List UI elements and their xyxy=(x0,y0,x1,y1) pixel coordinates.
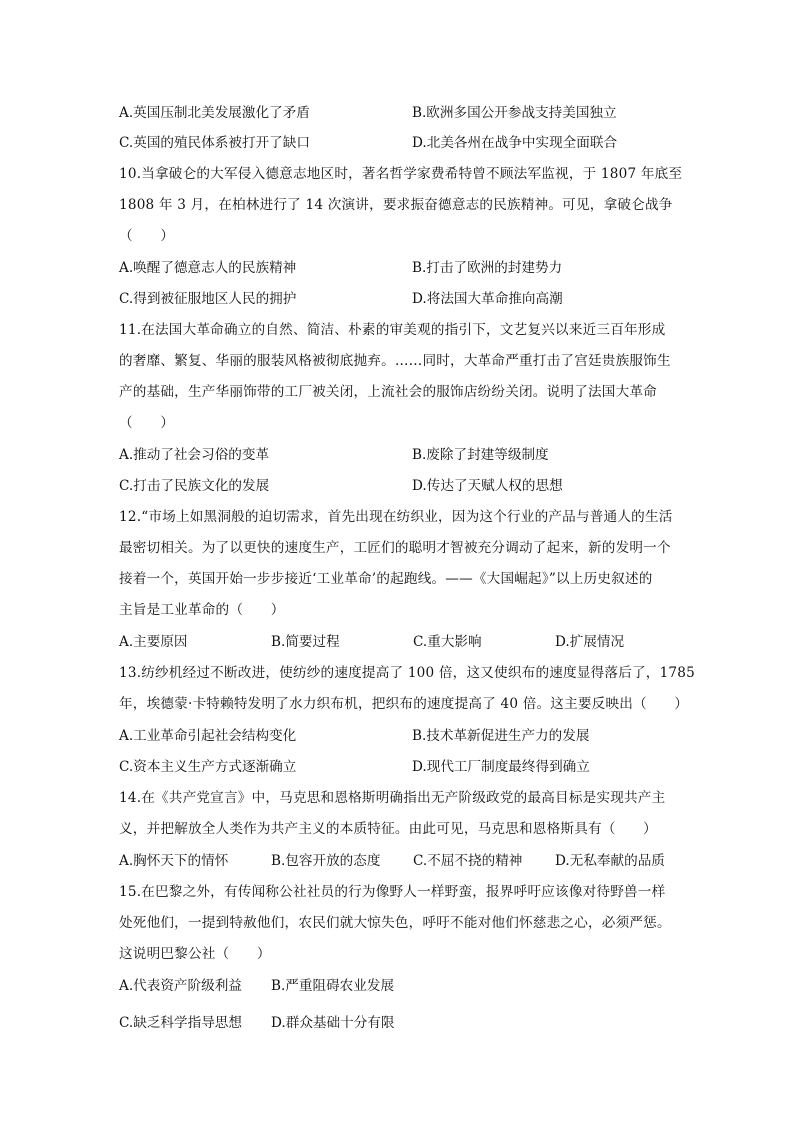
q13-option-b[interactable]: B.技术革新促进生产力的发展 xyxy=(412,728,590,744)
q12-stem-line: 主旨是工业革命的（ ） xyxy=(119,602,285,618)
q13-option-a[interactable]: A.工业革命引起社会结构变化 xyxy=(119,728,297,744)
q9-option-a[interactable]: A.英国压制北美发展激化了矛盾 xyxy=(119,105,310,121)
q15-option-d[interactable]: D.群众基础十分有限 xyxy=(271,1015,395,1031)
q13-stem-line: 13.纺纱机经过不断改进，使纺纱的速度提高了 100 倍，这又使织布的速度显得落后了，1785 xyxy=(119,665,695,681)
q14-option-c[interactable]: C.不屈不挠的精神 xyxy=(413,853,523,869)
q9-option-b[interactable]: B.欧洲多国公开参战支持美国独立 xyxy=(412,105,617,121)
q14-option-b[interactable]: B.包容开放的态度 xyxy=(271,853,381,869)
q10-stem-line: 10.当拿破仑的大军侵入德意志地区时，著名哲学家费希特曾不顾法军监视，于 1807 年底至 xyxy=(119,166,683,182)
q10-stem-line: 1808 年 3 月，在柏林进行了 14 次演讲，要求振奋德意志的民族精神。可见，拿破仑战争 xyxy=(119,197,673,213)
q14-option-d[interactable]: D.无私奉献的品质 xyxy=(555,853,665,869)
q14-stem-line: 14.在《共产党宣言》中，马克思和恩格斯明确指出无产阶级政党的最高目标是实现共产主 xyxy=(119,790,666,806)
q14-stem-line: 义，并把解放全人类作为共产主义的本质特征。由此可见，马克思和恩格斯具有（ ） xyxy=(119,821,657,837)
q10-option-b[interactable]: B.打击了欧洲的封建势力 xyxy=(412,260,563,276)
q15-stem-line: 15.在巴黎之外，有传闻称公社社员的行为像野人一样野蛮，报界呼吁应该像对待野兽一样 xyxy=(119,884,666,900)
q10-option-d[interactable]: D.将法国大革命推向高潮 xyxy=(412,291,563,307)
q15-stem-line: 这说明巴黎公社（ ） xyxy=(119,946,271,962)
q13-stem-line: 年，埃德蒙·卡特赖特发明了水力织布机，把织布的速度提高了 40 倍。这主要反映出（ ） xyxy=(119,696,689,712)
q15-stem-line: 处死他们，一提到特赦他们，农民们就大惊失色，呼吁不能对他们怀慈悲之心，必须严惩。 xyxy=(119,915,671,931)
q15-option-b[interactable]: B.严重阻碍农业发展 xyxy=(271,978,395,994)
q12-option-c[interactable]: C.重大影响 xyxy=(413,634,482,650)
q15-option-a[interactable]: A.代表资产阶级利益 xyxy=(119,978,242,994)
q12-option-b[interactable]: B.简要过程 xyxy=(271,634,340,650)
q11-option-c[interactable]: C.打击了民族文化的发展 xyxy=(119,478,270,494)
q12-stem-line: 最密切相关。为了以更快的速度生产，工匠们的聪明才智被充分调动了起来，新的发明一个 xyxy=(119,540,671,556)
q15-option-c[interactable]: C.缺乏科学指导思想 xyxy=(119,1015,242,1031)
q11-stem-line: 产的基础，生产华丽饰带的工厂被关闭，上流社会的服饰店纷纷关闭。说明了法国大革命 xyxy=(119,384,657,400)
q11-answer-blank: （ ） xyxy=(119,415,175,431)
q14-option-a[interactable]: A.胸怀天下的情怀 xyxy=(119,853,229,869)
q10-answer-blank: （ ） xyxy=(119,228,175,244)
q11-option-a[interactable]: A.推动了社会习俗的变革 xyxy=(119,447,270,463)
q11-option-b[interactable]: B.废除了封建等级制度 xyxy=(412,447,549,463)
q12-stem-line: 12.“市场上如黑洞般的迫切需求，首先出现在纺织业，因为这个行业的产品与普通人的生活 xyxy=(119,509,673,525)
q10-option-c[interactable]: C.得到被征服地区人民的拥护 xyxy=(119,291,297,307)
q11-option-d[interactable]: D.传达了天赋人权的思想 xyxy=(412,478,563,494)
q13-option-c[interactable]: C.资本主义生产方式逐渐确立 xyxy=(119,759,297,775)
q10-option-a[interactable]: A.唤醒了德意志人的民族精神 xyxy=(119,260,297,276)
q12-stem-line: 接着一个，英国开始一步步接近‘工业革命’的起跑线。——《大国崛起》”以上历史叙述的 xyxy=(119,571,653,587)
q11-stem-line: 11.在法国大革命确立的自然、简洁、朴素的审美观的指引下，文艺复兴以来近三百年形成 xyxy=(119,322,666,338)
q12-option-a[interactable]: A.主要原因 xyxy=(119,634,188,650)
q9-option-c[interactable]: C.英国的殖民体系被打开了缺口 xyxy=(119,135,310,151)
q11-stem-line: 的奢靡、繁复、华丽的服装风格被彻底抛弃。……同时，大革命严重打击了宫廷贵族服饰生 xyxy=(119,353,671,369)
q9-option-d[interactable]: D.北美各州在战争中实现全面联合 xyxy=(412,135,618,151)
q13-option-d[interactable]: D.现代工厂制度最终得到确立 xyxy=(412,759,590,775)
q12-option-d[interactable]: D.扩展情况 xyxy=(555,634,625,650)
